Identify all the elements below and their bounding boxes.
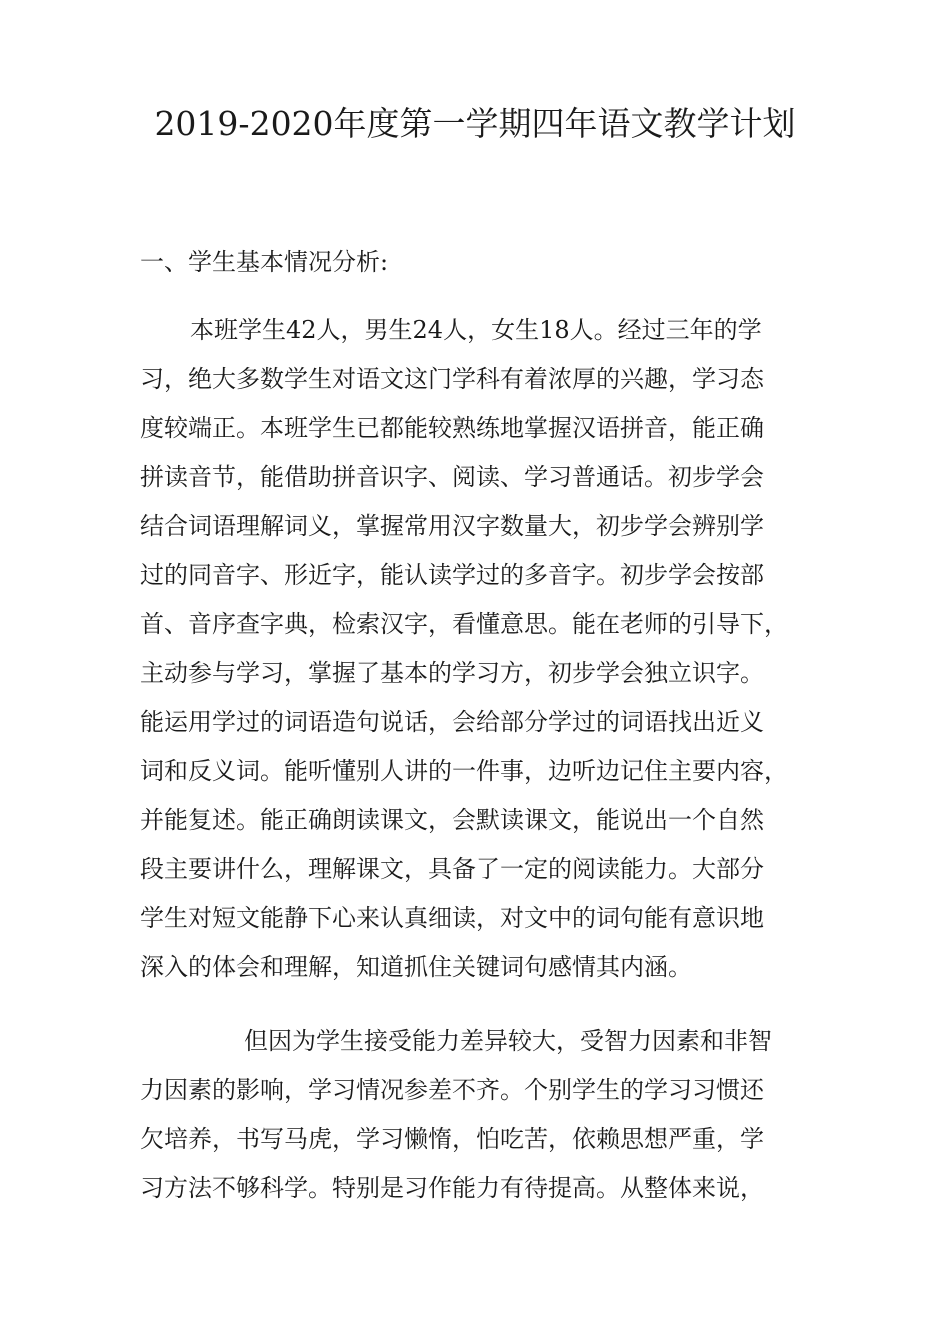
paragraph-line: 主动参与学习，掌握了基本的学习方，初步学会独立识字。 bbox=[140, 659, 764, 687]
paragraph-line: 欠培养，书写马虎，学习懒惰，怕吃苦，依赖思想严重，学 bbox=[140, 1125, 764, 1153]
paragraph-line: 过的同音字、形近字，能认读学过的多音字。初步学会按部 bbox=[140, 561, 764, 589]
paragraph-line: 习方法不够科学。特别是习作能力有待提高。从整体来说， bbox=[140, 1174, 764, 1202]
paragraph-line: 词和反义词。能听懂别人讲的一件事，边听边记住主要内容， bbox=[140, 757, 788, 785]
document-title: 2019-2020年度第一学期四年语文教学计划 bbox=[154, 104, 796, 143]
paragraph-line: 度较端正。本班学生已都能较熟练地掌握汉语拼音，能正确 bbox=[140, 414, 764, 442]
section-heading: 一、学生基本情况分析: bbox=[140, 248, 389, 276]
paragraph-line: 但因为学生接受能力差异较大，受智力因素和非智 bbox=[244, 1027, 772, 1055]
paragraph-line: 力因素的影响，学习情况参差不齐。个别学生的学习习惯还 bbox=[140, 1076, 764, 1104]
paragraph-student-analysis bbox=[140, 306, 830, 992]
paragraph-line: 首、音序查字典，检索汉字，看懂意思。能在老师的引导下， bbox=[140, 610, 788, 638]
paragraph-line: 学生对短文能静下心来认真细读，对文中的词句能有意识地 bbox=[140, 904, 764, 932]
paragraph-line: 能运用学过的词语造句说话，会给部分学过的词语找出近义 bbox=[140, 708, 764, 736]
paragraph-line: 深入的体会和理解，知道抓住关键词句感情其内涵。 bbox=[140, 953, 692, 981]
paragraph-line: 并能复述。能正确朗读课文，会默读课文，能说出一个自然 bbox=[140, 806, 764, 834]
paragraph-line: 拼读音节，能借助拼音识字、阅读、学习普通话。初步学会 bbox=[140, 463, 764, 491]
paragraph-line: 本班学生42人，男生24人，女生18人。经过三年的学 bbox=[190, 316, 762, 344]
paragraph-line: 段主要讲什么，理解课文，具备了一定的阅读能力。大部分 bbox=[140, 855, 764, 883]
paragraph-line: 习，绝大多数学生对语文这门学科有着浓厚的兴趣，学习态 bbox=[140, 365, 764, 393]
paragraph-student-weaknesses bbox=[140, 1017, 830, 1213]
paragraph-line: 结合词语理解词义，掌握常用汉字数量大，初步学会辨别学 bbox=[140, 512, 764, 540]
